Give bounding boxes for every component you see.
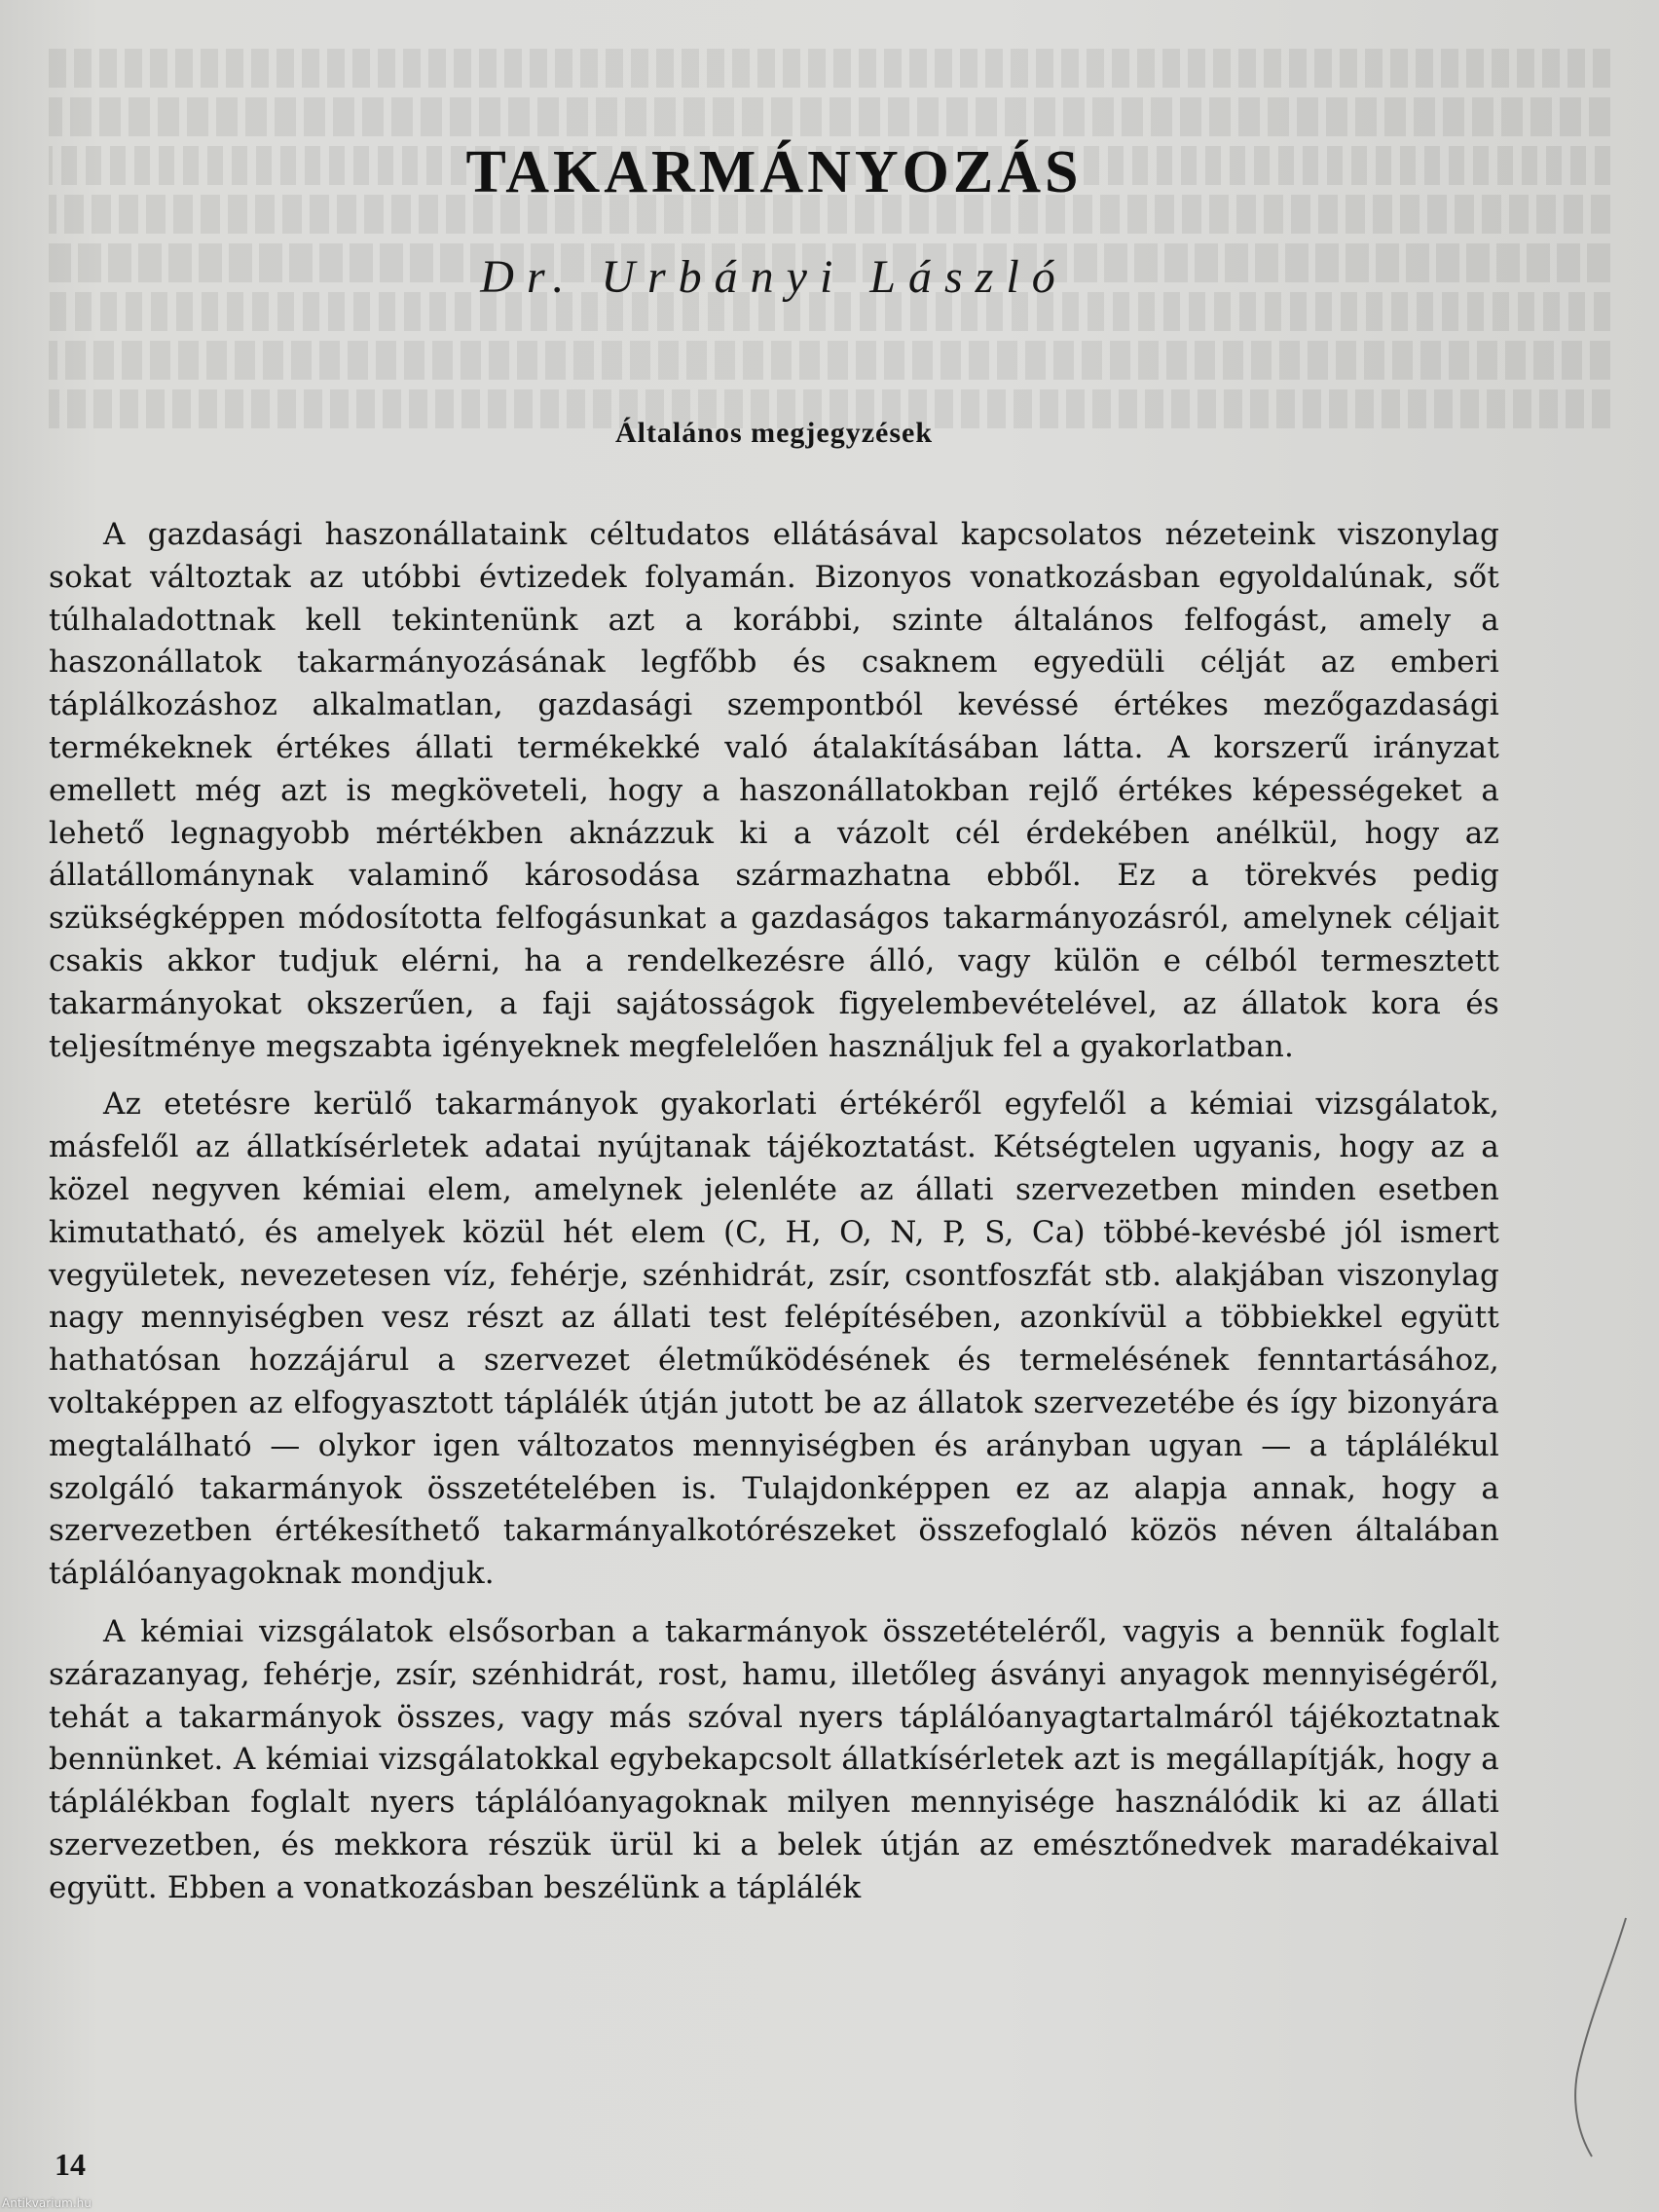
- paragraph: A kémiai vizsgálatok elsősorban a takarmányok összetételéről, vagyis a bennük foglalt szárazanyag, fehérje, zsír, szénhidrát, rost, hamu, illetőleg ásványi anyagok mennyiségéről, tehát a takarmányok összes, vagy más szóval nyers táplálóanyagtartalmáról tájékoztatnak bennünket. A kémiai vizsgálatokkal egybekapcsolt állatkísérletek azt is megállapítják, hogy a táplálékban foglalt nyers táplálóanyagoknak milyen mennyisége használódik ki az állati szervezetben, és mekkora részük ürül ki a belek útján az emésztőnedvek maradékaival együtt. Ebben a vonatkozásban beszélünk a táplálék: [49, 1613, 1499, 1905]
- article-title: TAKARMÁNYOZÁS: [465, 139, 1083, 205]
- watermark: Antikvarium.hu: [2, 2196, 92, 2210]
- section-heading: Általános megjegyzések: [614, 417, 934, 449]
- paragraph: A gazdasági haszonállataink céltudatos ellátásával kapcsolatos nézeteink viszonylag sokat változtak az utóbbi évtizedek folyamán. Bizonyos vonatkozásban egyoldalúnak, sőt túlhaladottnak kell tekintenünk azt a korábbi, szinte általános felfogást, amely a haszonállatok takarmányozásának legfőbb és csaknem egyedüli célját az emberi táplálkozáshoz alkalmatlan, gazdasági szempontból kevéssé értékes mezőgazdasági termékeknek értékes állati termékekké való átalakításában látta. A korszerű irányzat emellett még azt is megköveteli, hogy a haszonállatokban rejlő értékes képességeket a lehető legnagyobb mértékben aknázzuk ki a vázolt cél érdekében anélkül, hogy az állatállománynak valaminő károsodása származhatna ebből. Ez a törekvés pedig szükségképpen módosította felfogásunkat a gazdaságos takarmányozásról, amelynek céljait csakis akkor tudjuk elérni, ha a rendelkezésre álló, vagy külön e célból termesztett takarmányokat okszerűen, a faji sajátosságok figyelembevételével, az állatok kora és teljesítménye megszabta igényeknek megfelelően használjuk fel a gyakorlatban.: [49, 517, 1499, 1064]
- pencil-mark-icon: [1519, 1908, 1645, 2161]
- paragraph: Az etetésre kerülő takarmányok gyakorlati értékéről egyfelől a kémiai vizsgálatok, másfelől az állatkísérletek adatai nyújtanak tájékoztatást. Kétségtelen ugyanis, hogy az a közel negyven kémiai elem, amelynek jelenléte az állati szervezetben minden esetben kimutatható, és amelyek közül hét elem (C, H, O, N, P, S, Ca) többé-kevésbé jól ismert vegyületek, nevezetesen víz, fehérje, szénhidrát, zsír, csontfoszfát stb. alakjában viszonylag nagy mennyiségben vesz részt az állati test felépítésében, azonkívül a többiekkel együtt hathatósan hozzájárul a szervezet életműködésének és termelésének fenntartásához, voltaképpen az elfogyasztott táplálék útján jutott be az állatok szervezetébe és így bizonyára megtalálható — olykor igen változatos mennyiségben és arányban ugyan — a táplálékul szolgáló takarmányok összetételében is. Tulajdonképpen ez az alapja annak, hogy a szervezetben értékesíthető takarmányalkotórészeket összefoglaló közös néven általában táplálóanyagoknak mondjuk.: [49, 1087, 1499, 1592]
- article-body: [49, 514, 1499, 1926]
- article-author: Dr. Urbányi László: [480, 251, 1068, 303]
- page-number: 14: [55, 2147, 86, 2182]
